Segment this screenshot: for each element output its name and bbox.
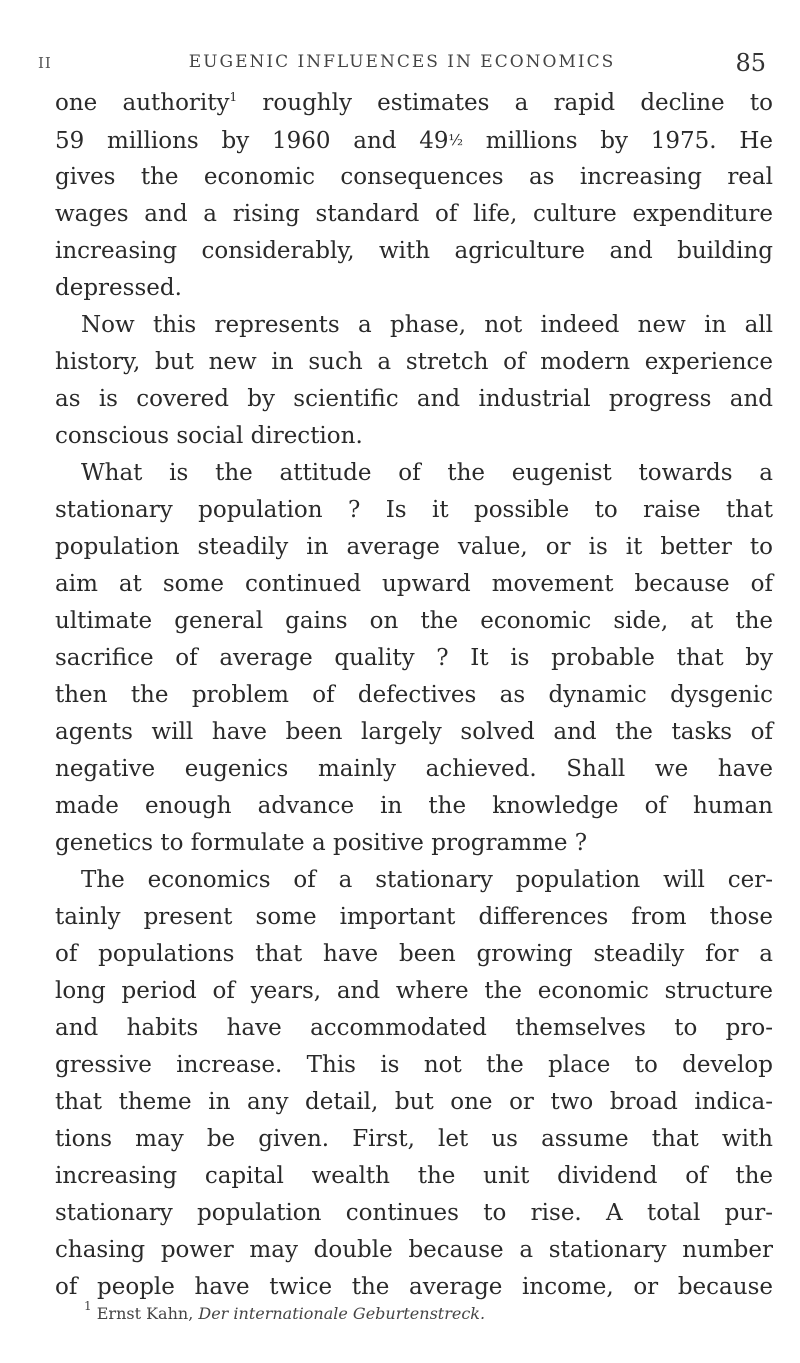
text-line: increasing capital wealth the unit dividend of the [55, 1163, 773, 1189]
text-line: gressive increase. This is not the place to develop [55, 1052, 773, 1078]
text-line: tions may be given. First, let us assume that with [55, 1126, 773, 1152]
body-text [55, 85, 773, 1306]
text-line: ultimate general gains on the economic side, at the [55, 608, 773, 634]
text-line-1: one authority$^1$ roughly estimates a rapid decline to [55, 90, 773, 116]
text-line: sacrifice of average quality ? It is probable that by [55, 645, 773, 671]
text-line: long period of years, and where the economic structure [55, 978, 773, 1004]
footnote-marker: 1 [84, 1299, 92, 1313]
text-line: that theme in any detail, but one or two broad indica- [55, 1089, 773, 1115]
chapter-number: II [38, 54, 52, 72]
text-line: tainly present some important differences from those [55, 904, 773, 930]
text-line: then the problem of defectives as dynamic dysgenic [55, 682, 773, 708]
text-line: and habits have accommodated themselves to pro- [55, 1015, 773, 1041]
text-line-2: 59 millions by 1960 and 49½ millions by 1975. He [55, 128, 773, 154]
text-line: stationary population ? Is it possible to raise that [55, 497, 773, 523]
text-line: population steadily in average value, or is it better to [55, 534, 773, 560]
text-line: depressed. [55, 275, 182, 301]
text-line: made enough advance in the knowledge of human [55, 793, 773, 819]
text-line: as is covered by scientific and industrial progress and [55, 386, 773, 412]
footnote-title: Der internationale Geburtenstreck. [198, 1304, 486, 1323]
paragraph-start: The economics of a stationary population will cer- [81, 867, 773, 893]
footnote [84, 1299, 774, 1324]
text-line: negative eugenics mainly achieved. Shall we have [55, 756, 773, 782]
page-number: 85 [735, 49, 766, 77]
text-line: of populations that have been growing steadily for a [55, 941, 773, 967]
fraction-half: ½ [448, 131, 464, 149]
page-header [38, 49, 766, 78]
paragraph-start: What is the attitude of the eugenist towards a [81, 460, 773, 486]
text-line: history, but new in such a stretch of modern experience [55, 349, 773, 375]
text-line: increasing considerably, with agriculture and building [55, 238, 773, 264]
text-line: stationary population continues to rise. A total pur- [55, 1200, 773, 1226]
footnote-reference: 1 [229, 90, 238, 104]
text-line: gives the economic consequences as increasing real [55, 164, 773, 190]
paragraph-start: Now this represents a phase, not indeed new in all [81, 312, 773, 338]
text-line: wages and a rising standard of life, culture expenditure [55, 201, 773, 227]
text-line: of people have twice the average income, or because [55, 1274, 773, 1300]
running-title: EUGENIC INFLUENCES IN ECONOMICS [188, 52, 616, 72]
footnote-author: Ernst Kahn, [96, 1304, 194, 1323]
text-line: chasing power may double because a stationary number [55, 1237, 773, 1263]
text-line: conscious social direction. [55, 423, 363, 449]
text-line: aim at some continued upward movement because of [55, 571, 773, 597]
text-line: agents will have been largely solved and the tasks of [55, 719, 773, 745]
text-line: genetics to formulate a positive programme ? [55, 830, 588, 856]
